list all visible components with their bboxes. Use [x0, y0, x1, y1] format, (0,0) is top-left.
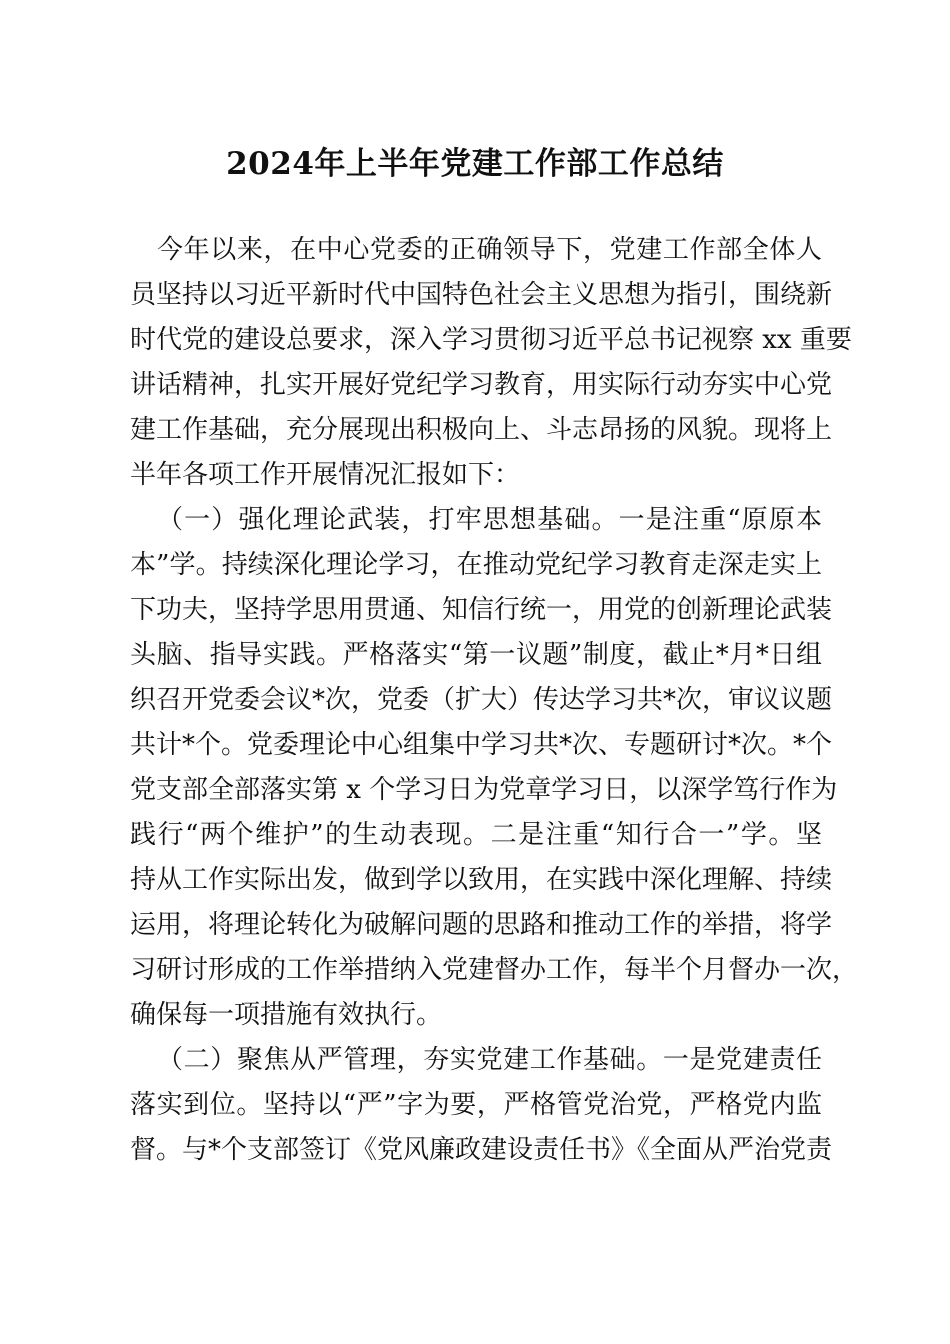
- text-line: 员坚持以习近平新时代中国特色社会主义思想为指引，围绕新: [130, 280, 833, 310]
- text-line: 运用，将理论转化为破解问题的思路和推动工作的举措，将学: [130, 910, 833, 940]
- document-body: [130, 228, 859, 1173]
- text-line: 头脑、指导实践。严格落实“第一议题”制度，截止*月*日组: [130, 640, 822, 670]
- text-line: 持从工作实际出发，做到学以致用，在实践中深化理解、持续: [130, 865, 833, 895]
- text-line: 织召开党委会议*次，党委（扩大）传达学习共*次，审议议题: [130, 685, 833, 715]
- text-line: 时代党的建设总要求，深入学习贯彻习近平总书记视察 xx 重要: [130, 325, 852, 355]
- paragraph: [130, 1038, 833, 1173]
- text-line: 党支部全部落实第 x 个学习日为党章学习日，以深学笃行作为: [130, 775, 838, 805]
- text-line: 讲话精神，扎实开展好党纪学习教育，用实际行动夯实中心党: [130, 370, 833, 400]
- text-line: 践行“两个维护”的生动表现。二是注重“知行合一”学。坚: [130, 820, 822, 850]
- text-line: 建工作基础，充分展现出积极向上、斗志昂扬的风貌。现将上: [130, 415, 833, 445]
- paragraph: [130, 228, 852, 498]
- text-line: 今年以来，在中心党委的正确领导下，党建工作部全体人: [157, 235, 822, 265]
- paragraph: [130, 498, 859, 1038]
- text-line: （一）强化理论武装，打牢思想基础。一是注重“原原本: [157, 505, 822, 535]
- text-line: 落实到位。坚持以“严”字为要，严格管党治党，严格党内监: [130, 1090, 822, 1120]
- document-title: 2024年上半年党建工作部工作总结: [226, 146, 724, 182]
- text-line: 督。与*个支部签订《党风廉政建设责任书》《全面从严治党责: [130, 1135, 833, 1165]
- text-line: 半年各项工作开展情况汇报如下：: [130, 460, 521, 490]
- text-line: （二）聚焦从严管理，夯实党建工作基础。一是党建责任: [157, 1045, 822, 1075]
- text-line: 确保每一项措施有效执行。: [130, 1000, 443, 1030]
- text-line: 下功夫，坚持学思用贯通、知信行统一，用党的创新理论武装: [130, 595, 833, 625]
- text-line: 本”学。持续深化理论学习，在推动党纪学习教育走深走实上: [130, 550, 822, 580]
- text-line: 共计*个。党委理论中心组集中学习共*次、专题研讨*次。*个: [130, 730, 833, 760]
- text-line: 习研讨形成的工作举措纳入党建督办工作，每半个月督办一次，: [130, 955, 859, 985]
